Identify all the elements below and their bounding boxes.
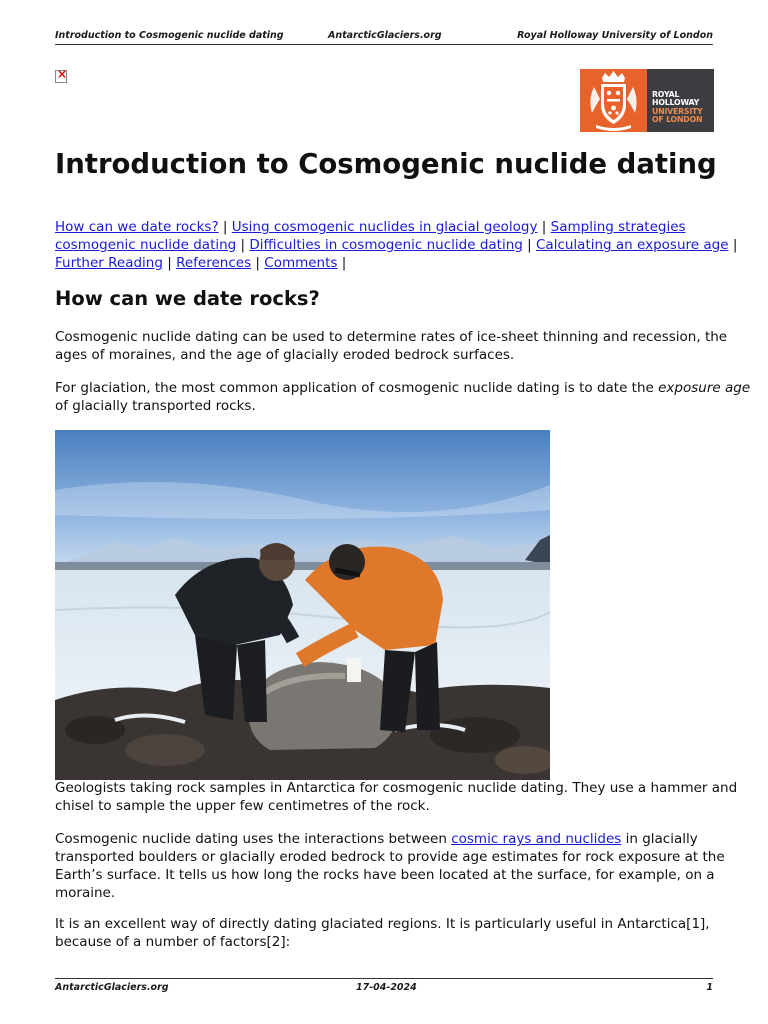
toc-link-using-cosmogenic-nuclides[interactable]: Using cosmogenic nuclides in glacial geology <box>231 219 538 235</box>
link-cosmic-rays-and-nuclides[interactable]: cosmic rays and nuclides <box>451 831 622 847</box>
page-title: Introduction to Cosmogenic nuclide dating <box>55 148 717 180</box>
toc-link-sampling-strategies[interactable]: Sampling strategies <box>550 219 686 235</box>
paragraph-exposure-age: For glaciation, the most common application of cosmogenic nuclide dating is to date the exposure age of glacially transported rocks. <box>55 380 751 414</box>
royal-holloway-logo <box>580 69 714 132</box>
emphasis-exposure-age: exposure age <box>658 380 751 396</box>
toc-separator: | <box>255 255 260 271</box>
toc-link-how-can-we-date-rocks[interactable]: How can we date rocks? <box>55 219 219 235</box>
toc-separator: | <box>732 237 738 253</box>
toc-separator: | <box>527 237 532 253</box>
broken-image-icon <box>55 70 67 83</box>
crest-icon <box>580 69 647 132</box>
table-of-contents <box>55 218 738 272</box>
toc-link-comments[interactable]: Comments <box>264 255 338 271</box>
toc-link-cosmogenic-nuclide-dating[interactable]: cosmogenic nuclide dating <box>55 237 237 253</box>
section-heading: How can we date rocks? <box>55 287 320 310</box>
photo-caption: Geologists taking rock samples in Antarctica for cosmogenic nuclide dating. They use a hammer and chisel to sample the upper few centimetres of the rock. <box>55 780 738 814</box>
toc-link-further-reading[interactable]: Further Reading <box>55 255 163 271</box>
toc-separator: | <box>541 219 547 235</box>
header-site-name: AntarcticGlaciers.org <box>328 30 442 41</box>
header-document-title: Introduction to Cosmogenic nuclide dating <box>55 30 284 41</box>
toc-separator: | <box>341 255 347 271</box>
toc-link-difficulties[interactable]: Difficulties in cosmogenic nuclide dating <box>249 237 523 253</box>
toc-link-references[interactable]: References <box>176 255 252 271</box>
paragraph-intro: Cosmogenic nuclide dating can be used to determine rates of ice-sheet thinning and recession, the ages of moraines, and the age of glacially eroded bedrock surfaces. <box>55 329 728 363</box>
running-header <box>55 30 713 45</box>
paragraph-cosmic-rays: Cosmogenic nuclide dating uses the interactions between cosmic rays and nuclides in glacially transported boulders or glacially eroded bedrock to provide age estimates for rock exposure at the Earth’s surface. It tells us how long the rocks have been located at the surface, for example, on a moraine. <box>55 831 725 901</box>
logo-wordmark: ROYAL HOLLOWAY UNIVERSITY OF LONDON <box>647 69 714 132</box>
geologists-sampling-photo <box>55 430 550 780</box>
toc-separator: | <box>240 237 246 253</box>
paragraph-antarctica: It is an excellent way of directly dating glaciated regions. It is particularly useful in Antarctica[1], because of a number of factors[2]: <box>55 916 710 950</box>
header-institution: Royal Holloway University of London <box>517 30 713 41</box>
toc-separator: | <box>167 255 172 271</box>
running-footer <box>55 978 713 995</box>
footer-date: 17-04-2024 <box>356 982 417 993</box>
toc-separator: | <box>222 219 228 235</box>
footer-site-name: AntarcticGlaciers.org <box>55 982 169 993</box>
toc-link-calculating-exposure-age[interactable]: Calculating an exposure age <box>536 237 729 253</box>
footer-page-number: 1 <box>706 982 713 993</box>
